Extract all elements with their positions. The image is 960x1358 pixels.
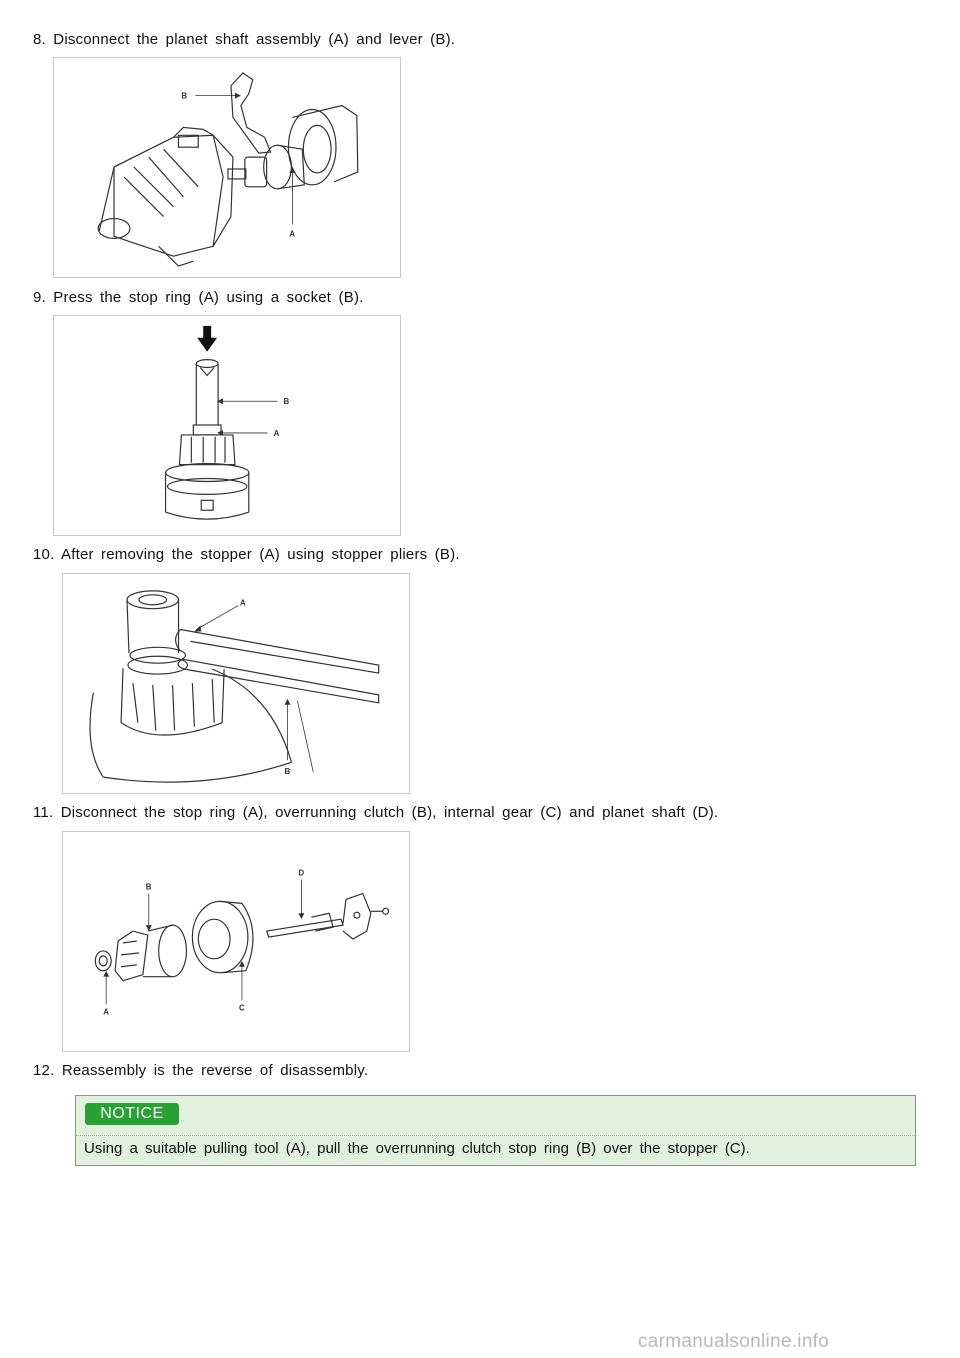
notice-text: Using a suitable pulling tool (A), pull the overrunning clutch stop ring (B) over the stopper (C). [84, 1140, 750, 1157]
step-text: Disconnect the stop ring (A), overrunning clutch (B), internal gear (C) and planet shaft (D). [60, 804, 719, 821]
notice-divider [76, 1135, 915, 1136]
step-number: 11. [33, 804, 54, 821]
exploded-parts-illustration [63, 832, 409, 1051]
label-c: C [238, 1003, 245, 1013]
step-number: 10. [33, 546, 55, 563]
label-a: A [239, 598, 246, 608]
label-b: B [145, 882, 152, 892]
label-b: B [283, 397, 290, 407]
label-b: B [284, 767, 291, 777]
figure-exploded-clutch [62, 831, 410, 1052]
step-number: 8. [33, 31, 46, 48]
step-11 [33, 804, 718, 821]
step-text: Disconnect the planet shaft assembly (A) and lever (B). [53, 31, 456, 48]
step-number: 9. [33, 289, 46, 306]
starter-illustration [54, 58, 400, 277]
figure-press-stop-ring [53, 315, 401, 536]
figure-planet-shaft-lever [53, 57, 401, 278]
step-text: Reassembly is the reverse of disassembly. [61, 1062, 369, 1079]
notice-badge: NOTICE [85, 1103, 179, 1125]
step-9 [33, 289, 364, 306]
step-12 [33, 1062, 368, 1079]
label-b: B [181, 91, 188, 101]
step-text: After removing the stopper (A) using stopper pliers (B). [61, 546, 460, 563]
figure-remove-stopper [62, 573, 410, 794]
label-a: A [273, 428, 280, 438]
step-8 [33, 31, 455, 48]
label-a: A [103, 1007, 109, 1017]
label-d: D [298, 868, 305, 878]
notice-box [75, 1095, 916, 1166]
step-number: 12. [33, 1062, 55, 1079]
pliers-illustration [63, 574, 409, 793]
label-a: A [289, 229, 296, 239]
socket-illustration [54, 316, 400, 535]
step-10 [33, 546, 460, 563]
step-text: Press the stop ring (A) using a socket (B). [53, 289, 364, 306]
watermark: carmanualsonline.info [638, 1331, 830, 1352]
press-arrow-icon [203, 326, 211, 340]
